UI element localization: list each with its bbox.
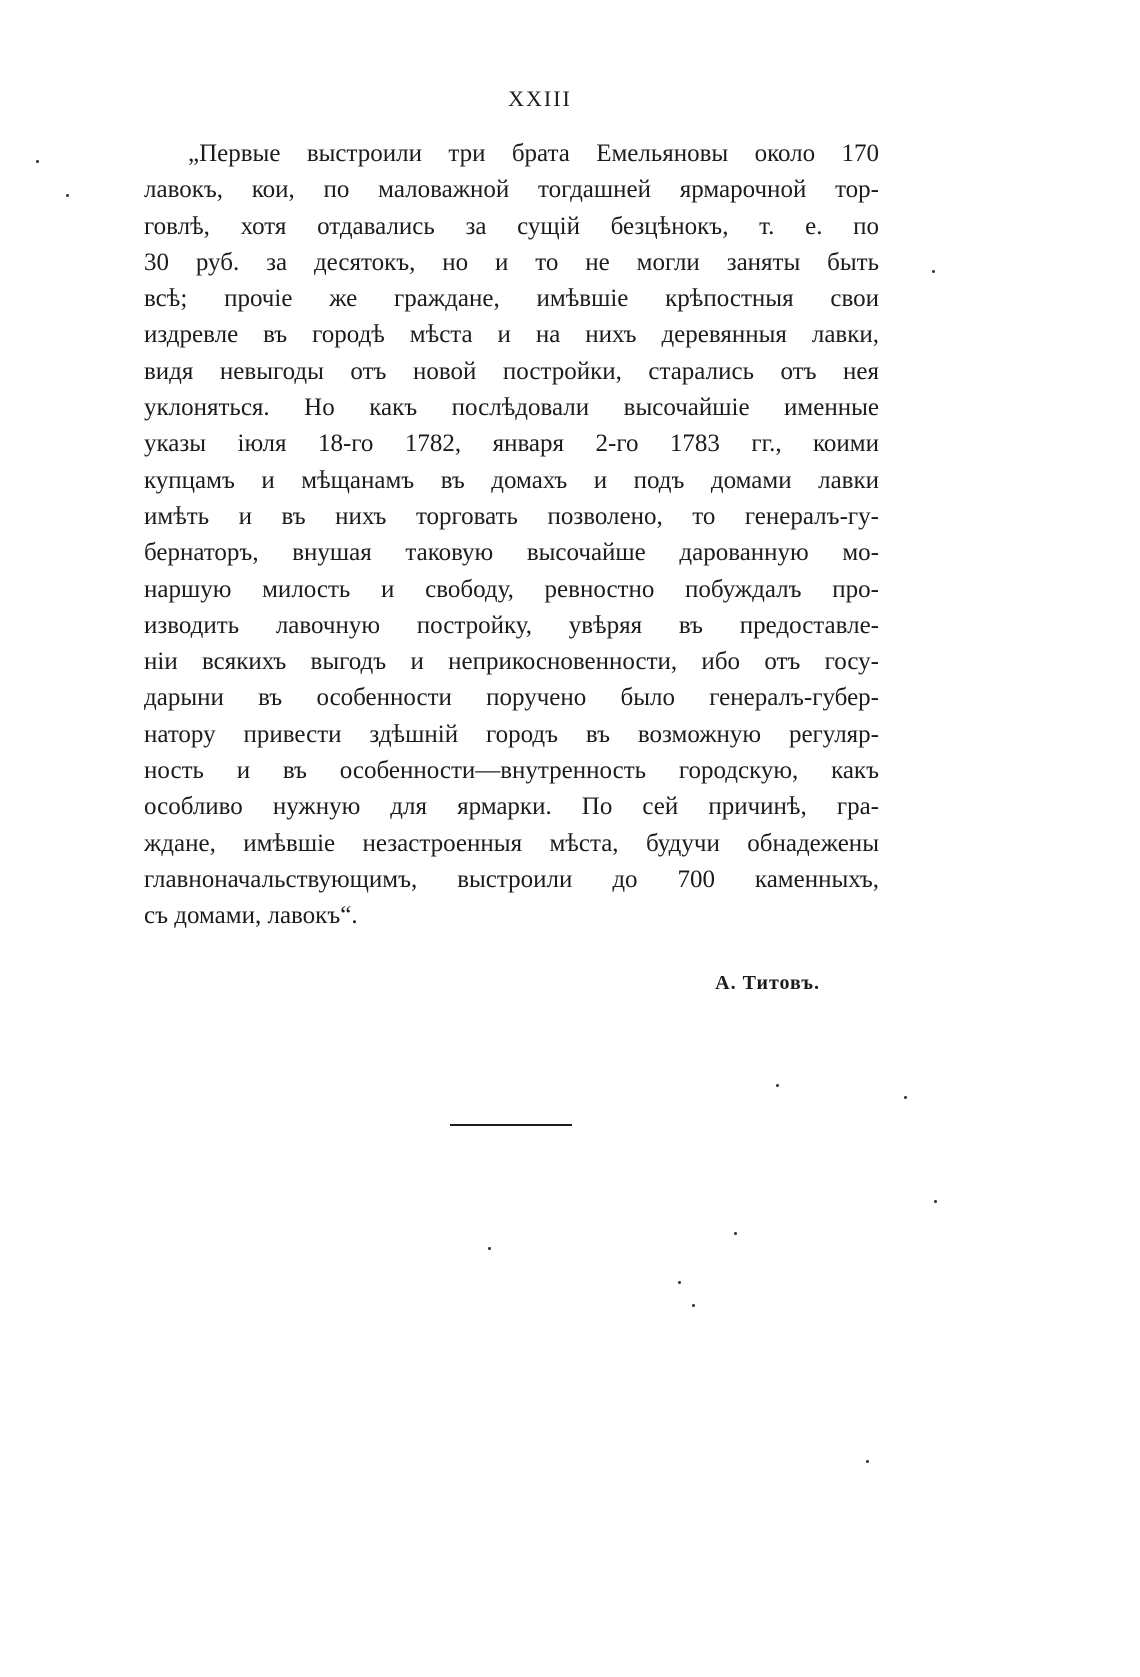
text-line: имѣть и въ нихъ торговать позволено, то генералъ-гу- [144, 502, 879, 530]
text-line: указы іюля 18-го 1782, января 2-го 1783 гг., коими [144, 430, 879, 458]
scan-speck [488, 1247, 491, 1250]
text-line: ность и въ особенности—внутренность городскую, какъ [144, 757, 879, 785]
scan-speck [692, 1304, 695, 1307]
text-line: особливо нужную для ярмарки. По сей причинѣ, гра- [144, 793, 879, 821]
text-line: уклоняться. Но какъ послѣдовали высочайшіе именные [144, 394, 879, 422]
text-line: изводить лавочную постройку, увѣряя въ предоставле- [144, 611, 879, 639]
text-line: натору привести здѣшній городъ въ возможную регуляр- [144, 720, 879, 748]
scan-speck [734, 1232, 737, 1235]
quoted-passage [144, 136, 879, 935]
text-line: главноначальствующимъ, выстроили до 700 каменныхъ, [144, 865, 879, 893]
page-number: XXIII [508, 86, 572, 111]
scan-speck [932, 270, 935, 273]
text-line: говлѣ, хотя отдавались за сущій безцѣнокъ, т. е. по [144, 212, 879, 240]
text-line: 30 руб. за десятокъ, но и то не могли заняты быть [144, 248, 879, 276]
scan-speck [678, 1281, 681, 1284]
text-line: купцамъ и мѣщанамъ въ домахъ и подъ домами лавки [144, 466, 879, 494]
section-end-rule [450, 1124, 572, 1126]
scan-speck [934, 1200, 937, 1203]
text-line: издревле въ городѣ мѣста и на нихъ деревянныя лавки, [144, 321, 879, 349]
text-line: ждане, имѣвшіе незастроенныя мѣста, будучи обнадежены [144, 829, 879, 857]
author-signature: А. Титовъ. [715, 972, 820, 994]
text-line: наршую милость и свободу, ревностно побуждалъ про- [144, 575, 879, 603]
text-line: ніи всякихъ выгодъ и неприкосновенности, ибо отъ госу- [144, 648, 879, 676]
scan-speck [776, 1084, 779, 1087]
text-line: бернаторъ, внушая таковую высочайше дарованную мо- [144, 539, 879, 567]
text-line: съ домами, лавокъ“. [144, 902, 358, 930]
text-line: дарыни въ особенности поручено было генералъ-губер- [144, 684, 879, 712]
text-line: „Первые выстроили три брата Емельяновы около 170 [188, 140, 879, 167]
scan-speck [904, 1096, 907, 1099]
scan-speck [866, 1460, 869, 1463]
scan-speck [66, 194, 69, 197]
scan-speck [36, 160, 39, 163]
text-line: видя невыгоды отъ новой постройки, старались отъ нея [144, 357, 879, 385]
text-line: всѣ; прочіе же граждане, имѣвшіе крѣпостныя свои [144, 285, 879, 313]
text-line: лавокъ, кои, по маловажной тогдашней ярмарочной тор- [144, 176, 879, 204]
